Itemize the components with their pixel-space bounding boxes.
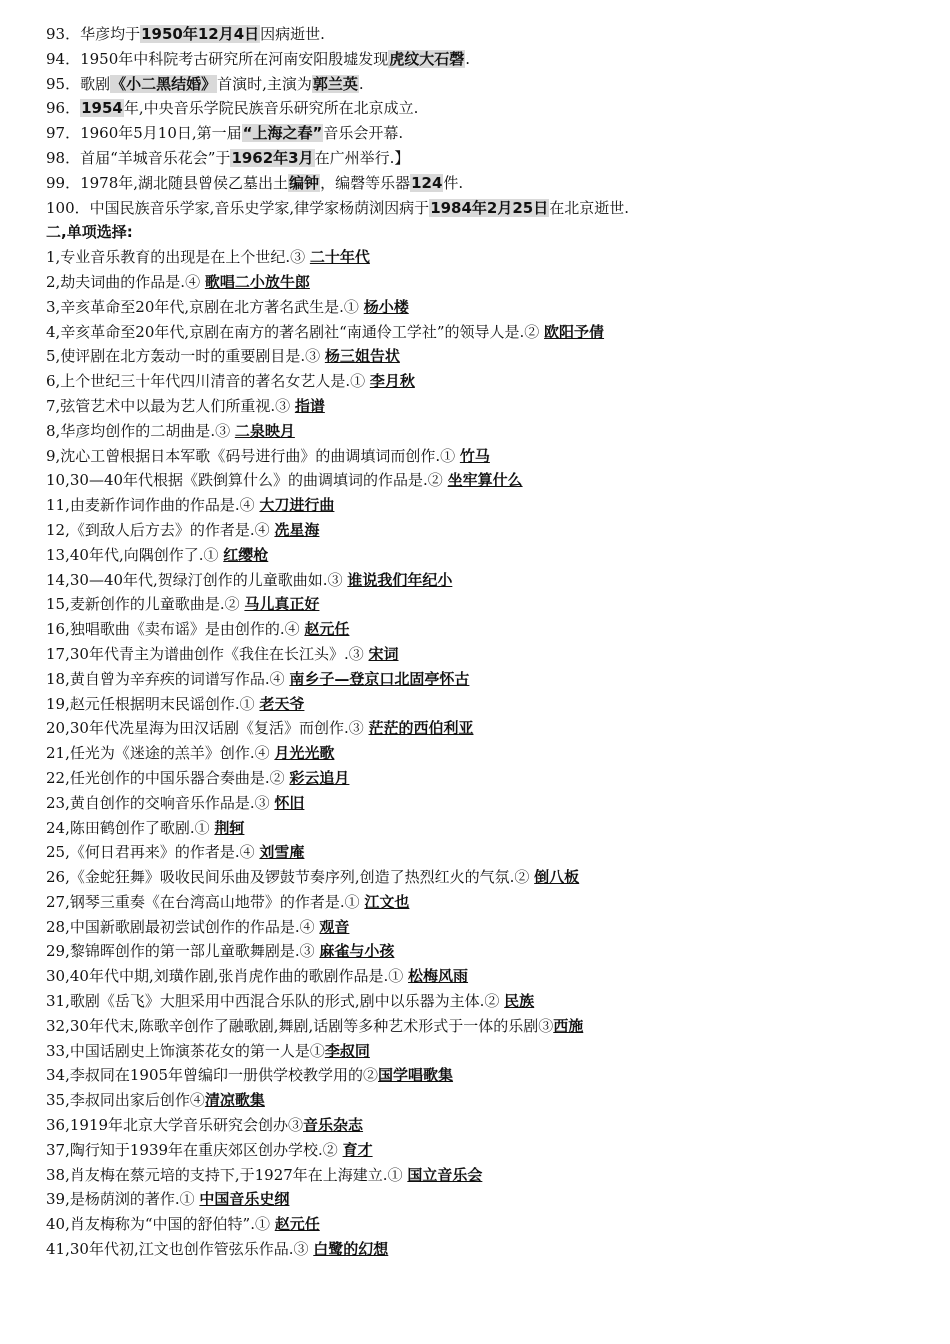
item-text: 首演时,主演为 (217, 74, 312, 93)
fill-item (46, 171, 926, 196)
question-text: 25,《何日君再来》的作者是.④ (46, 843, 260, 862)
fill-item (46, 196, 926, 221)
answer-text: 南乡子—登京口北固亭怀古 (289, 669, 470, 688)
choice-item (46, 667, 926, 692)
highlighted-answer: 1954 (81, 99, 123, 118)
question-text: 11,由麦新作词作曲的作品是.④ (46, 496, 260, 515)
question-text: 31,歌剧《岳飞》大胆采用中西混合乐队的形式,剧中以乐器为主体.② (46, 992, 505, 1011)
choice-item (46, 1187, 926, 1212)
question-text: 34,李叔同在1905年曾编印一册供学校教学用的② (46, 1066, 379, 1085)
answer-text: 清凉歌集 (204, 1091, 265, 1110)
choice-item (46, 642, 926, 667)
highlighted-answer: 编钟 (289, 173, 320, 192)
fill-item (46, 146, 926, 171)
question-text: 5,使评剧在北方轰动一时的重要剧目是.③ (46, 347, 325, 366)
answer-text: 彩云追月 (289, 768, 350, 787)
item-number: 100． (46, 198, 90, 217)
choice-item (46, 766, 926, 791)
highlighted-answer: 郭兰英 (312, 74, 358, 93)
choice-item (46, 716, 926, 741)
choice-item (46, 1014, 926, 1039)
item-number: 94． (46, 49, 81, 68)
choice-item (46, 1088, 926, 1113)
choice-item (46, 939, 926, 964)
question-text: 20,30年代冼星海为田汉话剧《复活》而创作.③ (46, 719, 369, 738)
item-text: 在北京逝世. (549, 198, 630, 217)
fill-item (46, 22, 926, 47)
question-text: 37,陶行知于1939年在重庆郊区创办学校.② (46, 1140, 343, 1159)
item-number: 98． (46, 148, 81, 167)
question-text: 36,1919年北京大学音乐研究会创办③ (46, 1116, 304, 1135)
answer-text: 荆轲 (214, 818, 245, 837)
choice-item (46, 1163, 926, 1188)
choice-item (46, 741, 926, 766)
question-text: 7,弦管艺术中以最为艺人们所重视.③ (46, 396, 295, 415)
choice-item (46, 989, 926, 1014)
question-text: 38,肖友梅在蔡元培的支持下,于1927年在上海建立.① (46, 1165, 408, 1184)
choice-item (46, 592, 926, 617)
question-text: 41,30年代初,江文也创作管弦乐作品.③ (46, 1240, 314, 1259)
item-text: . (358, 74, 364, 93)
answer-text: 观音 (319, 917, 350, 936)
choice-item (46, 518, 926, 543)
answer-text: 麻雀与小孩 (319, 942, 395, 961)
answer-text: 松梅风雨 (408, 967, 469, 986)
answer-text: 刘雪庵 (259, 843, 305, 862)
choice-item (46, 1212, 926, 1237)
question-text: 12,《到敌人后方去》的作者是.④ (46, 520, 275, 539)
answer-text: 坐牢算什么 (447, 471, 523, 490)
choice-item (46, 1138, 926, 1163)
question-text: 39,是杨荫浏的著作.① (46, 1190, 200, 1209)
choice-item (46, 320, 926, 345)
answer-text: 指谱 (294, 396, 325, 415)
choice-item (46, 692, 926, 717)
choice-item (46, 245, 926, 270)
question-text: 6,上个世纪三十年代四川清音的著名女艺人是.① (46, 372, 370, 391)
answer-text: 茫茫的西伯利亚 (368, 719, 474, 738)
question-text: 1,专业音乐教育的出现是在上个世纪.③ (46, 248, 310, 267)
answer-text: 二泉映月 (234, 421, 295, 440)
question-text: 13,40年代,向隅创作了.① (46, 545, 224, 564)
question-text: 14,30—40年代,贺绿汀创作的儿童歌曲如.③ (46, 570, 348, 589)
choice-item (46, 816, 926, 841)
answer-text: 宋词 (368, 644, 399, 663)
answer-text: 江文也 (364, 892, 410, 911)
answer-text: 育才 (342, 1140, 373, 1159)
document-body (46, 22, 926, 1262)
question-text: 30,40年代中期,刘璜作剧,张肖虎作曲的歌剧作品是.① (46, 967, 409, 986)
answer-text: 白鹭的幻想 (313, 1240, 389, 1259)
choice-item (46, 964, 926, 989)
answer-text: 老天爷 (259, 694, 305, 713)
highlighted-answer: “上海之春” (242, 124, 323, 143)
question-text: 22,任光创作的中国乐器合奏曲是.② (46, 768, 290, 787)
item-text: 音乐会开幕. (323, 124, 404, 143)
question-text: 35,李叔同出家后创作④ (46, 1091, 205, 1110)
item-text: 歌剧 (80, 74, 111, 93)
answer-text: 欧阳予倩 (544, 322, 605, 341)
fill-item (46, 96, 926, 121)
answer-text: 月光光歌 (274, 744, 335, 763)
fill-item (46, 121, 926, 146)
item-text: 中国民族音乐学家,音乐史学家,律学家杨荫浏因病于 (89, 198, 430, 217)
choice-item (46, 394, 926, 419)
fill-item (46, 72, 926, 97)
choice-item (46, 840, 926, 865)
answer-text: 国立音乐会 (407, 1165, 483, 1184)
item-text: 因病逝世. (260, 25, 325, 43)
choice-item (46, 1113, 926, 1138)
fill-item (46, 47, 926, 72)
answer-text: 冼星海 (274, 520, 320, 539)
fill-in-section (46, 22, 926, 220)
item-number: 95． (46, 74, 81, 93)
choice-item (46, 468, 926, 493)
choice-item (46, 617, 926, 642)
choice-item (46, 419, 926, 444)
question-text: 16,独唱歌曲《卖布谣》是由创作的.④ (46, 620, 305, 639)
answer-text: 国学唱歌集 (378, 1066, 454, 1085)
question-text: 4,辛亥革命至20年代,京剧在南方的著名剧社“南通伶工学社”的领导人是.② (46, 322, 545, 341)
question-text: 19,赵元任根据明末民谣创作.① (46, 694, 260, 713)
answer-text: 红缨枪 (223, 545, 269, 564)
question-text: 32,30年代末,陈歌辛创作了融歌剧,舞剧,话剧等多种艺术形式于一体的乐剧③ (46, 1016, 554, 1035)
question-text: 8,华彦均创作的二胡曲是.③ (46, 421, 235, 440)
answer-text: 赵元任 (274, 1215, 320, 1234)
answer-text: 谁说我们年纪小 (347, 570, 453, 589)
item-text: 件. (443, 173, 464, 192)
answer-text: 赵元任 (304, 620, 350, 639)
item-text: 1950年中科院考古研究所在河南安阳殷墟发现 (80, 49, 389, 68)
question-text: 2,劫夫词曲的作品是.④ (46, 272, 205, 291)
question-text: 29,黎锦晖创作的第一部儿童歌舞剧是.③ (46, 942, 320, 961)
answer-text: 倒八板 (534, 868, 580, 887)
answer-text: 民族 (504, 992, 535, 1011)
answer-text: 李月秋 (369, 372, 415, 391)
question-text: 21,任光为《迷途的羔羊》创作.④ (46, 744, 275, 763)
choice-item (46, 295, 926, 320)
question-text: 15,麦新创作的儿童歌曲是.② (46, 595, 245, 614)
answer-text: 李叔同 (324, 1041, 370, 1060)
choice-item (46, 493, 926, 518)
question-text: 28,中国新歌剧最初尝试创作的作品是.④ (46, 917, 320, 936)
answer-text: 二十年代 (309, 248, 370, 267)
question-text: 33,中国话剧史上饰演茶花女的第一人是① (46, 1041, 325, 1060)
item-text: 年,中央音乐学院民族音乐研究所在北京成立. (123, 99, 419, 118)
question-text: 26,《金蛇狂舞》吸收民间乐曲及锣鼓节奏序列,创造了热烈红火的气氛.② (46, 868, 535, 887)
highlighted-answer: 虎纹大石磬 (389, 49, 465, 68)
item-number: 96． (46, 99, 81, 118)
answer-text: 大刀进行曲 (259, 496, 335, 515)
item-text: 在广州举行.】 (314, 148, 410, 167)
answer-text: 歌唱二小放牛郎 (204, 272, 310, 291)
single-choice-section (46, 245, 926, 1262)
answer-text: 杨三姐告状 (324, 347, 400, 366)
question-text: 9,沈心工曾根据日本军歌《码号进行曲》的曲调填词而创作.① (46, 446, 460, 465)
highlighted-answer: 124 (411, 173, 443, 192)
item-number: 93． (46, 25, 81, 43)
answer-text: 音乐杂志 (303, 1116, 364, 1135)
question-text: 17,30年代青主为谱曲创作《我住在长江头》.③ (46, 644, 369, 663)
highlighted-answer: 1984年2月25日 (430, 198, 549, 217)
answer-text: 竹马 (459, 446, 490, 465)
item-number: 97． (46, 124, 81, 143)
item-number: 99． (46, 173, 81, 192)
answer-text: 杨小楼 (363, 297, 409, 316)
question-text: 10,30—40年代根据《跌倒算什么》的曲调填词的作品是.② (46, 471, 448, 490)
section-heading: 二,单项选择: (46, 223, 133, 242)
item-text: ，编磬等乐器 (320, 173, 411, 192)
highlighted-answer: 1962年3月 (231, 148, 314, 167)
choice-item (46, 1039, 926, 1064)
question-text: 3,辛亥革命至20年代,京剧在北方著名武生是.① (46, 297, 364, 316)
answer-text: 中国音乐史纲 (199, 1190, 290, 1209)
highlighted-answer: 《小二黑结婚》 (111, 74, 217, 93)
highlighted-answer: 1950年12月4日 (141, 25, 260, 43)
choice-item (46, 543, 926, 568)
answer-text: 西施 (553, 1016, 584, 1035)
choice-item (46, 270, 926, 295)
question-text: 23,黄自创作的交响音乐作品是.③ (46, 793, 275, 812)
choice-item (46, 791, 926, 816)
choice-item (46, 444, 926, 469)
item-text: 1960年5月10日,第一届 (80, 124, 242, 143)
choice-item (46, 890, 926, 915)
choice-item (46, 1063, 926, 1088)
answer-text: 怀旧 (274, 793, 305, 812)
item-text: 首届“羊城音乐花会”于 (80, 148, 231, 167)
answer-text: 马儿真正好 (244, 595, 320, 614)
question-text: 24,陈田鹤创作了歌剧.① (46, 818, 215, 837)
choice-item (46, 568, 926, 593)
question-text: 27,钢琴三重奏《在台湾高山地带》的作者是.① (46, 892, 365, 911)
question-text: 18,黄自曾为辛弃疾的词谱写作品.④ (46, 669, 290, 688)
choice-item (46, 915, 926, 940)
item-text: 1978年,湖北随县曾侯乙墓出土 (80, 173, 289, 192)
choice-item (46, 865, 926, 890)
item-text: 华彦均于 (80, 25, 141, 43)
question-text: 40,肖友梅称为“中国的舒伯特”.① (46, 1215, 275, 1234)
choice-item (46, 369, 926, 394)
choice-item (46, 344, 926, 369)
item-text: . (465, 49, 471, 68)
choice-item (46, 1237, 926, 1262)
